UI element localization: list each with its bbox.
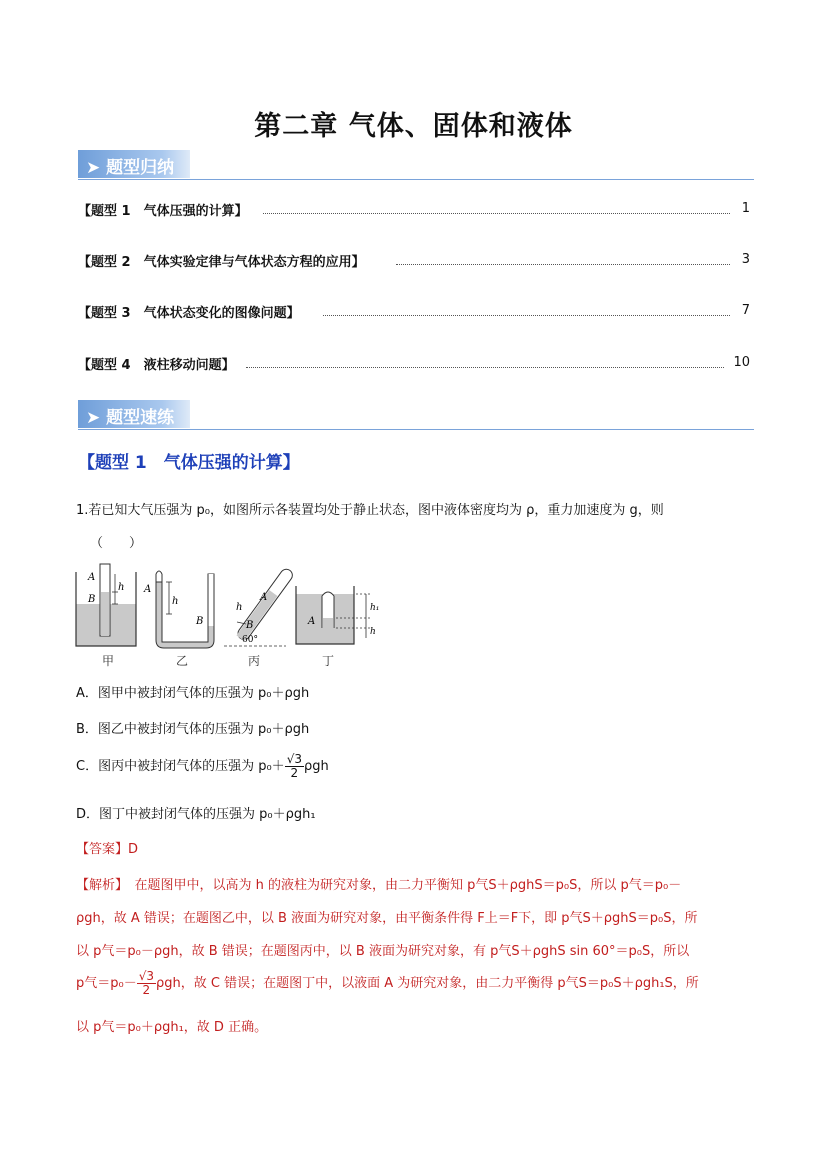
figure-bing [224, 567, 295, 646]
option-c[interactable]: C．图丙中被封闭气体的压强为 p₀＋ $\frac{√3}{2}$ ρgh [76, 752, 329, 780]
toc-entry-3[interactable] [78, 302, 754, 322]
label-a: A [308, 616, 316, 627]
toc-page: 3 [741, 252, 750, 267]
fraction: $\frac{√3}{2}$ [286, 752, 302, 780]
figure-label-jia: 甲 [102, 654, 115, 668]
toc-entry-2[interactable] [78, 251, 754, 271]
toc-label: 【题型 2 气体实验定律与气体状态方程的应用】 [78, 251, 369, 270]
label-b: B [196, 616, 204, 627]
label-h1: h₁ [370, 603, 380, 613]
figure-label-bing: 丙 [248, 654, 261, 668]
label-h: h [172, 596, 179, 607]
figure-jia [76, 564, 136, 646]
label-h: h [370, 627, 376, 637]
toc-entry-1[interactable] [78, 200, 754, 220]
analysis-line-4: p气＝p₀－ $\frac{√3}{2}$ ρgh，故 C 错误；在题图丁中，以液面 A 为研究对象，由二力平衡得 p气S＝p₀S＋ρgh₁S，所 [76, 969, 699, 997]
toc-page: 10 [733, 355, 750, 370]
toc-label: 【题型 4 液柱移动问题】 [78, 354, 239, 373]
toc-label: 【题型 1 气体压强的计算】 [78, 200, 252, 219]
label-a: A [144, 584, 152, 595]
toc-entry-4[interactable] [78, 354, 754, 374]
option-b[interactable]: B．图乙中被封闭气体的压强为 p₀＋ρgh [76, 722, 310, 737]
answer-blank: （ ） [90, 536, 143, 551]
page-title: 第二章 气体、固体和液体 [254, 111, 573, 142]
option-a[interactable]: A．图甲中被封闭气体的压强为 p₀＋ρgh [76, 686, 310, 701]
label-b: B [88, 594, 96, 605]
label-h: h [118, 582, 125, 593]
section-banner-practice [78, 400, 754, 430]
toc-page: 1 [741, 201, 750, 216]
question-figure [74, 562, 394, 652]
analysis-line-5: 以 p气＝p₀＋ρgh₁，故 D 正确。 [76, 1020, 268, 1035]
question-stem: 1.若已知大气压强为 p₀，如图所示各装置均处于静止状态，图中液体密度均为 ρ，重力加速度为 g，则 [76, 503, 664, 518]
figure-yi [143, 571, 214, 648]
label-b: B [246, 620, 254, 631]
label-a: A [260, 592, 268, 603]
label-h: h [236, 602, 243, 613]
toc-page: 7 [741, 303, 750, 318]
banner-label: ➤ 题型速练 [86, 408, 175, 428]
section-banner-summary [78, 150, 754, 180]
section-heading: 【题型 1 气体压强的计算】 [78, 453, 300, 473]
analysis-line-3: 以 p气＝p₀－ρgh，故 B 错误；在题图丙中，以 B 液面为研究对象，有 p气S＋ρghS sin 60°＝p₀S，所以 [76, 944, 690, 959]
label-a: A [88, 572, 96, 583]
answer-text: 【答案】D [76, 842, 139, 857]
analysis-line-2: ρgh，故 A 错误；在题图乙中，以 B 液面为研究对象，由平衡条件得 F上＝F下，即 p气S＋ρghS＝p₀S，所 [76, 911, 698, 926]
toc-label: 【题型 3 气体状态变化的图像问题】 [78, 302, 304, 321]
banner-label: ➤ 题型归纳 [86, 158, 175, 178]
fraction: $\frac{√3}{2}$ [138, 969, 154, 997]
figure-label-ding: 丁 [322, 654, 335, 668]
label-angle: 60° [242, 635, 258, 645]
option-d[interactable]: D．图丁中被封闭气体的压强为 p₀＋ρgh₁ [76, 807, 316, 822]
figure-label-yi: 乙 [176, 654, 189, 668]
figure-ding [296, 586, 379, 644]
analysis-line-1: 【解析】 在题图甲中，以高为 h 的液柱为研究对象，由二力平衡知 p气S＋ρghS＝p₀S，所以 p气＝p₀－ [76, 878, 682, 893]
